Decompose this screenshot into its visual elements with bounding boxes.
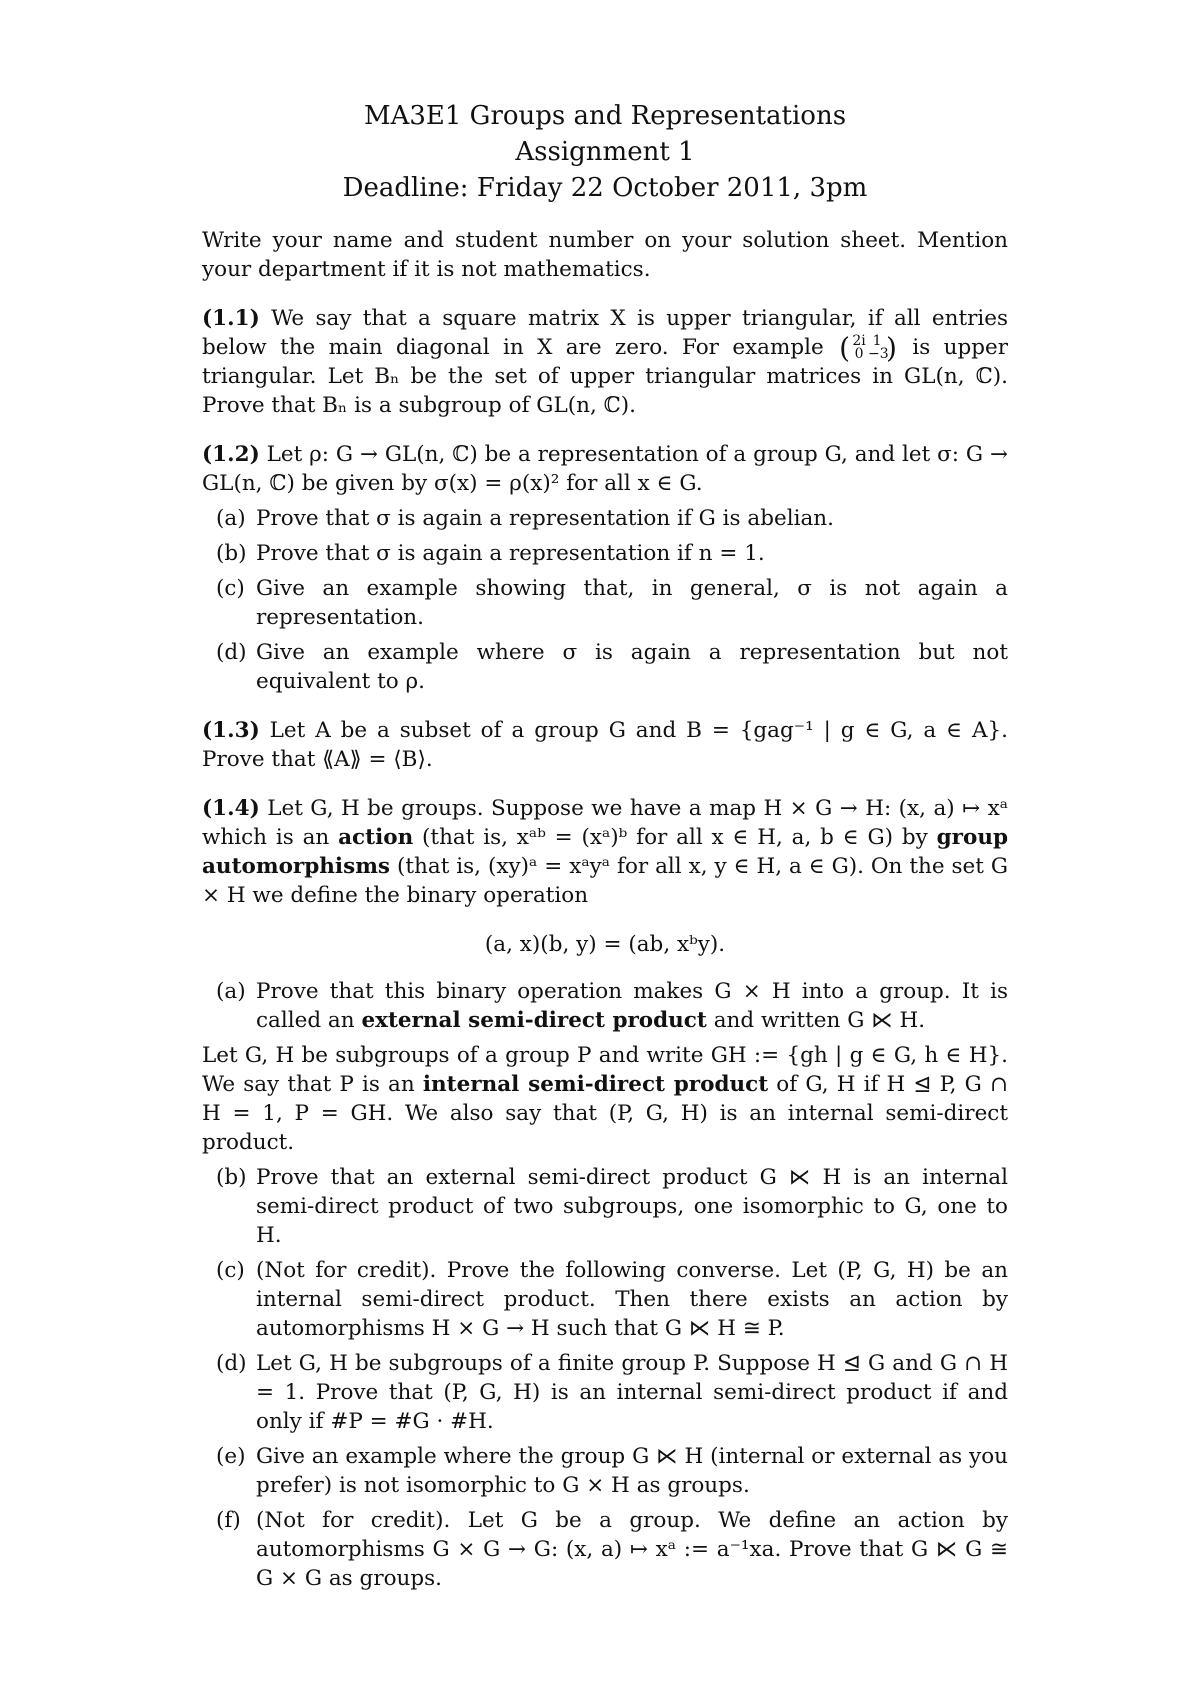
question-text: Let ρ: G → GL(n, ℂ) be a representation of a group G, and let σ: G → GL(n, ℂ) be given by σ(x) = ρ(x)² for all x ∈ G. xyxy=(202,442,1008,496)
question-1-4-more-parts xyxy=(202,1163,1008,1593)
list-item xyxy=(202,638,1008,696)
question-1-4-parts xyxy=(202,977,1008,1035)
item-text: Prove that σ is again a representation if n = 1. xyxy=(256,541,765,566)
item-text: Prove that an external semi-direct product G ⋉ H is an internal semi-direct product of two subgroups, one isomorphic to G, one to H. xyxy=(256,1165,1008,1248)
list-item xyxy=(202,977,1008,1035)
item-marker: (a) xyxy=(216,506,246,531)
item-text: Let G, H be subgroups of a finite group P. Suppose H ⊴ G and G ∩ H = 1. Prove that (P, G, H) is an internal semi-direct product if and only if #P = #G · #H. xyxy=(256,1351,1008,1434)
question-text: Let A be a subset of a group G and B = {gag⁻¹ | g ∈ G, a ∈ A}. Prove that ⟪A⟫ = ⟨B⟩. xyxy=(202,718,1008,772)
item-marker: (c) xyxy=(216,576,245,601)
item-marker: (d) xyxy=(216,1351,247,1376)
matrix-cell: 2i xyxy=(852,333,866,349)
question-text: Let G, H be groups. Suppose we have a map H × G → H: (x, a) ↦ xᵃ which is an xyxy=(202,796,1008,850)
definition-internal-product xyxy=(202,1041,1008,1157)
instructions: Write your name and student number on your solution sheet. Mention your department if it is not mathematics. xyxy=(202,228,1008,282)
list-item xyxy=(202,1442,1008,1500)
item-text: Give an example where the group G ⋉ H (internal or external as you prefer) is not isomorphic to G × H as groups. xyxy=(256,1444,1008,1498)
definition-text: of G, H if H ⊴ P, G ∩ H = 1, P = GH. We also say that (P, G, H) is an internal semi-direct product. xyxy=(202,1072,1008,1155)
list-item xyxy=(202,1506,1008,1593)
item-text: (Not for credit). Let G be a group. We define an action by automorphisms G × G → G: (x, a) ↦ xᵃ := a⁻¹xa. Prove that G ⋉ G ≅ G × G as groups. xyxy=(256,1508,1008,1591)
deadline: Deadline: Friday 22 October 2011, 3pm xyxy=(342,173,868,203)
course-title: MA3E1 Groups and Representations xyxy=(363,101,847,131)
matrix-cell: −3 xyxy=(868,346,889,362)
assignment-title: Assignment 1 xyxy=(515,137,695,167)
item-marker: (f) xyxy=(216,1508,241,1533)
question-text: (that is, xᵃᵇ = (xᵃ)ᵇ for all x ∈ H, a, b ∈ G) by xyxy=(422,825,928,850)
question-label: (1.4) xyxy=(202,796,260,821)
list-item xyxy=(202,1349,1008,1436)
question-label: (1.2) xyxy=(202,442,260,467)
item-marker: (b) xyxy=(216,541,247,566)
item-marker: (d) xyxy=(216,640,247,665)
item-marker: (a) xyxy=(216,979,246,1004)
definition-text: Let G, H be subgroups of a group P and write GH := {gh | g ∈ G, h ∈ H}. We say that P is an xyxy=(202,1043,1008,1097)
question-1-2 xyxy=(202,440,1008,498)
question-text: (that is, (xy)ᵃ = xᵃyᵃ for all x, y ∈ H, a ∈ G). On the set G × H we define the binary operation xyxy=(202,854,1008,908)
list-item xyxy=(202,1256,1008,1343)
binary-operation-formula: (a, x)(b, y) = (ab, xᵇy). xyxy=(484,932,726,957)
item-text: (Not for credit). Prove the following converse. Let (P, G, H) be an internal semi-direct product. Then there exists an action by automorphisms H × G → H such that G ⋉ H ≅ P. xyxy=(256,1258,1008,1341)
question-1-3 xyxy=(202,716,1008,774)
question-text: is upper triangular. Let Bₙ be the set of upper triangular matrices in GL(n, ℂ). Prove that Bₙ is a subgroup of GL(n, ℂ). xyxy=(202,335,1008,418)
matrix-cell: 1 xyxy=(872,333,882,349)
example-matrix: ( 2i 1 0 −3) xyxy=(839,331,897,365)
list-item xyxy=(202,539,1008,568)
term-group-automorphisms: group automorphisms xyxy=(202,825,1008,879)
item-text: and written G ⋉ H. xyxy=(713,1008,926,1033)
item-marker: (c) xyxy=(216,1258,245,1283)
question-1-1 xyxy=(202,304,1008,420)
list-item xyxy=(202,1163,1008,1250)
item-marker: (e) xyxy=(216,1444,246,1469)
question-1-4 xyxy=(202,794,1008,910)
document-header xyxy=(202,98,1008,206)
item-text: Prove that this binary operation makes G × H into a group. It is called an xyxy=(256,979,1008,1033)
item-text: Prove that σ is again a representation if G is abelian. xyxy=(256,506,834,531)
item-marker: (b) xyxy=(216,1165,247,1190)
assignment-page xyxy=(202,98,1008,1593)
term-action: action xyxy=(338,825,414,850)
question-text: We say that a square matrix X is upper triangular, if all entries below the main diagonal in X are zero. For example xyxy=(202,306,1008,360)
item-text: Give an example showing that, in general, σ is not again a representation. xyxy=(256,576,1008,630)
matrix-cell: 0 xyxy=(854,346,864,362)
term-external-semi-direct-product: external semi-direct product xyxy=(361,1008,707,1033)
question-1-2-parts xyxy=(202,504,1008,696)
question-label: (1.3) xyxy=(202,718,260,743)
question-label: (1.1) xyxy=(202,306,260,331)
item-text: Give an example where σ is again a representation but not equivalent to ρ. xyxy=(256,640,1008,694)
list-item xyxy=(202,574,1008,632)
list-item xyxy=(202,504,1008,533)
term-internal-semi-direct-product: internal semi-direct product xyxy=(422,1072,769,1097)
